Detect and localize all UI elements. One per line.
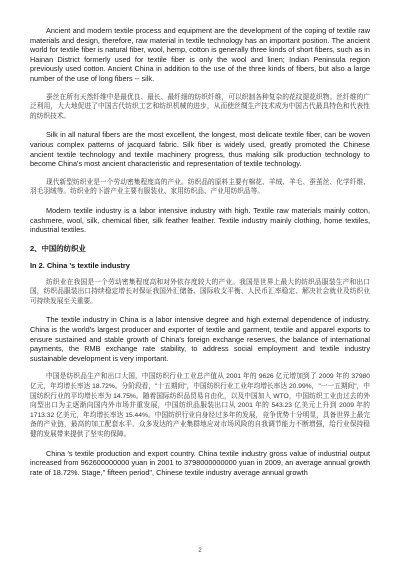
- paragraph-china-industry-en: The textile industry in China is a labor intensive degree and high external dependence of industry. China is the world's largest producer and exporter of textile and garment, textile and apparel exports to ensure sustained and stable growth of China's foreign exchange reserves, the balance of international payments, the RMB exchange rate stability, to address social employment and textile industry sustainable development is very important.: [30, 315, 370, 363]
- paragraph-silk-zh: 蚕丝在所有天然纤维中是最优良、最长、最纤细的纺织纤维，可以织制各种复杂的花纹提花织物。丝纤维的广泛利用，大大地促进了中国古代纺织工艺和纺织机械的进步，从而使丝绸生产技术成为中国古代最具特色和代表性的纺织技术。: [30, 93, 370, 120]
- paragraph-silk-en: Silk in all natural fibers are the most excellent, the longest, most delicate textile fiber, can be woven various complex patterns of jacquard fabric. Silk fiber is widely used, greatly promoted the Chinese ancient textile technology and textile machinery progress, thus making silk production technology to become China's most ancient characteristic and representation of textile technology.: [30, 130, 370, 169]
- paragraph-modern-textile-zh: 现代新型纺织业是一个劳动密集程度高的产业。纺织品的原料主要有棉花、羊绒、羊毛、蚕茧丝、化学纤维、羽毛羽绒等。纺织业的下游产业主要有服装业、家用纺织品、产业用纺织品等。: [30, 178, 370, 196]
- section-heading-zh: 2、中国的纺织业: [30, 243, 86, 253]
- paragraph-ancient-textile-en: Ancient and modern textile process and equipment are the development of the coping of textile raw materials and design, therefore, raw material in textile technology has an important position. The ancient world for textile fiber is natural fiber, wool, hemp, cotton is generally three kinds of short fibers, such as in Hainan District formerly used for textile fiber is only the wool and linen; Indian Peninsula region previously used cotton. Ancient China in addition to the use of the three kinds of fibers, but also a large number of the use of long fibers -- silk.: [30, 26, 370, 83]
- paragraph-china-industry-zh: 纺织业在我国是一个劳动密集程度高和对外依存度较大的产业。我国是世界上最大的纺织品服装生产和出口国，纺织品服装出口持续稳定增长对保证我国外汇储备、国际收支平衡、人民币汇率稳定、解决社会就业及纺织业可持续发展至关重要。: [30, 278, 370, 305]
- paragraph-production-export-en: China 's textile production and export country. China textile industry gross value of industrial output increased from 962600000000 yuan in 2001 to 3798000000000 yuan in 2009, an average annual growth rate of 18.72%. Stage," fifteen period", Chinese textile industry average annual growth: [30, 448, 370, 477]
- section-heading-en: In 2. China 's textile industry: [30, 260, 130, 270]
- page-number: 2: [198, 548, 202, 554]
- paragraph-modern-textile-en: Modern textile industry is a labor intensive industry with high. Textile raw materials mainly cotton, cashmere, wool, silk, chemical fiber, silk feather feather. Textile industry mainly clothing, home textiles, industrial textiles.: [30, 205, 370, 235]
- paragraph-production-export-zh: 中国是纺织品生产和出口大国，中国纺织行业工业总产值从 2001 年的 9626 亿元增加到了 2009 年的 37980 亿元，年均增长率达 18.72%。分阶段看，"十五期间"，中国纺织行业工业年均增长率达 20.99%，"一一五期间"，中国纺织行业的平均增长率为 14.75%。随着国际纺织品贸易自由化，以及中国加入 WTO，中国纺织工业由过去的外向型出口为主逐渐向国内外市场并重发展，中国纺织品服装出口从 2001 年的 543.23 亿美元上升到 2009 年的 1713.32 亿美元，年均增长率达 15.44%。中国纺织行业自身经过多年的发展，竞争优势十分明显，具备世界上最完备的产业链，最高的加工配套水平，众多发达的产业集群地应对市场风险的自我调节能力不断增强，给行业保持稳健的发展带来提供了坚实的保障。: [30, 373, 370, 438]
